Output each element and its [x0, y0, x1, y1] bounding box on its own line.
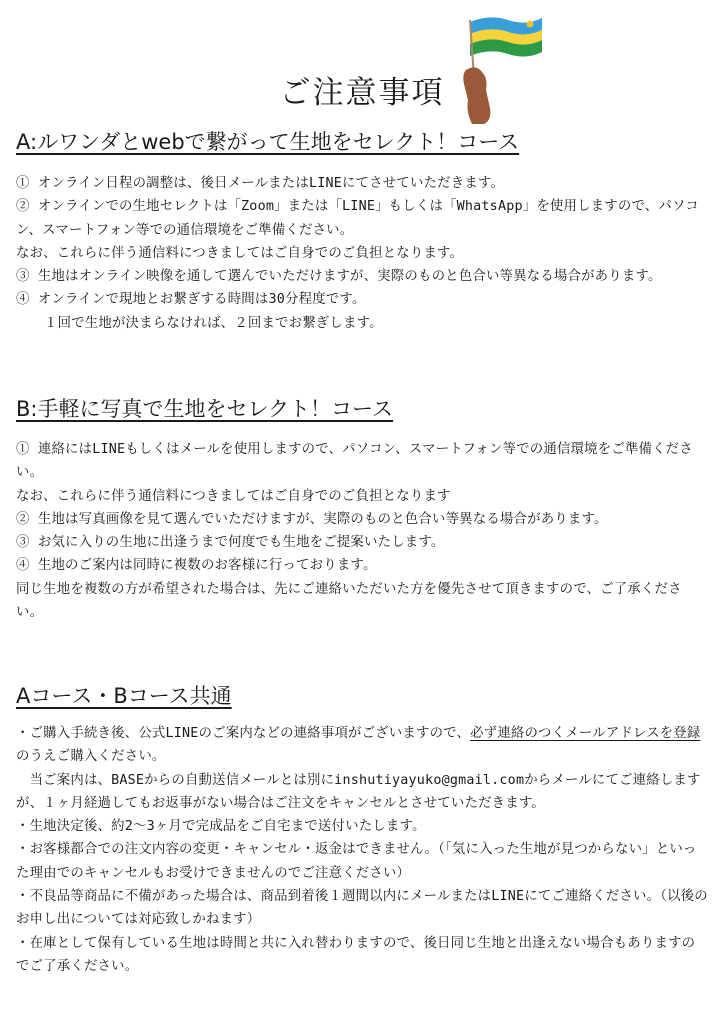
list-item: ④ 生地のご案内は同時に複数のお客様に行っております。 — [16, 558, 377, 574]
list-item: ④ オンラインで現地とお繋ぎする時間は30分程度です。 — [16, 292, 366, 308]
section-b-heading: B:手軽に写真で生地をセレクト！コース — [16, 397, 394, 421]
list-item: ・在庫として保有している生地は時間と共に入れ替わりますので、後日同じ生地と出逢えない場合もありますのでご了承ください。 — [16, 935, 696, 974]
list-item: ・不良品等商品に不備があった場合は、商品到着後１週間以内にメールまたはLINEにてご連絡ください。（以後のお申し出については対応致しかねます） — [16, 889, 708, 928]
section-b-body — [16, 438, 708, 624]
list-item: 同じ生地を複数の方が希望された場合は、先にご連絡いただいた方を優先させて頂きますので、ご了承ください。 — [16, 581, 682, 621]
list-item: なお、これらに伴う通信料につきましてはご自身でのご負担となります — [16, 488, 451, 504]
list-item: ③ 生地はオンライン映像を通して選んでいただけますが、実際のものと色合い等異なる場合があります。 — [16, 269, 662, 285]
rwanda-flag-hand-illustration — [462, 8, 552, 126]
list-item: ・お客様都合での注文内容の変更・キャンセル・返金はできません。（「気に入った生地が見つからない」といった理由でのキャンセルもお受けできませんのでご注意ください） — [16, 842, 697, 881]
section-a-heading: A:ルワンダとwebで繋がって生地をセレクト！コース — [16, 130, 520, 154]
hand-icon — [463, 67, 490, 124]
underlined-notice: 必ず連絡のつくメールアドレスを登録 — [470, 726, 701, 741]
rwanda-flag-icon — [470, 17, 542, 56]
list-item: ① オンライン日程の調整は、後日メールまたはLINEにてさせていただきます。 — [16, 176, 505, 191]
list-item: ③ お気に入りの生地に出逢うまで何度でも生地をご提案いたします。 — [16, 535, 445, 551]
section-a-body — [16, 172, 708, 335]
list-item: なお、これらに伴う通信料につきましてはご自身でのご負担となります。 — [16, 245, 464, 261]
list-item-text: のうえご購入ください。 — [16, 749, 166, 765]
list-item — [16, 722, 708, 769]
page-title: ご注意事項 — [279, 74, 445, 111]
list-item: 当ご案内は、BASEからの自動送信メールとは別にinshutiyayuko@gmail.comからメールにてご連絡しますが、１ヶ月経過してもお返事がない場合はご注文をキャンセルとさせていただきます。 — [16, 772, 701, 811]
list-item: ② 生地は写真画像を見て選んでいただけますが、実際のものと色合い等異なる場合があります。 — [16, 511, 608, 527]
section-common-heading: Aコース・Bコース共通 — [16, 684, 232, 708]
list-item: ・生地決定後、約2〜3ヶ月で完成品をご自宅まで送付いたします。 — [16, 819, 426, 835]
list-item: １回で生地が決まらなければ、２回までお繋ぎします。 — [44, 315, 383, 331]
list-item: ② オンラインでの生地セレクトは「Zoom」または「LINE」もしくは「WhatsApp」を使用しますので、パソコン、スマートフォン等での通信環境をご準備ください。 — [16, 199, 699, 238]
list-item-text: ・ご購入手続き後、公式LINEのご案内などの連絡事項がございますので、 — [16, 726, 471, 741]
list-item: ① 連絡にはLINEもしくはメールを使用しますので、パソコン、スマートフォン等での通信環境をご準備ください。 — [16, 442, 693, 481]
section-common-body — [16, 722, 708, 978]
